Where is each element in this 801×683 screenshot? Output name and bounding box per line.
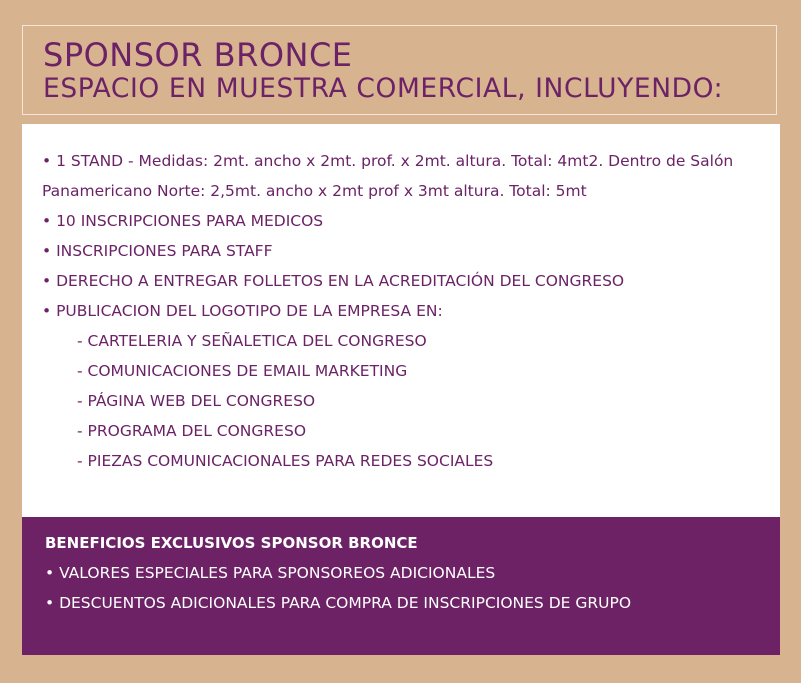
benefits-heading: BENEFICIOS EXCLUSIVOS SPONSOR BRONCE — [45, 534, 418, 552]
page-subtitle: ESPACIO EN MUESTRA COMERCIAL, INCLUYENDO: — [43, 73, 724, 104]
benefit-item: • DESCUENTOS ADICIONALES PARA COMPRA DE INSCRIPCIONES DE GRUPO — [45, 594, 632, 612]
benefits-panel — [22, 517, 780, 655]
inclusions-panel — [22, 124, 780, 517]
sub-list-item: - COMUNICACIONES DE EMAIL MARKETING — [77, 362, 408, 380]
sub-list-item: - PIEZAS COMUNICACIONALES PARA REDES SOCIALES — [77, 452, 494, 470]
title-box — [22, 25, 777, 115]
list-item: • 10 INSCRIPCIONES PARA MEDICOS — [42, 212, 324, 230]
list-item: • 1 STAND - Medidas: 2mt. ancho x 2mt. prof. x 2mt. altura. Total: 4mt2. Dentro de Salón — [42, 152, 734, 170]
list-item: Panamericano Norte: 2,5mt. ancho x 2mt prof x 3mt altura. Total: 5mt — [42, 182, 587, 200]
list-item: • PUBLICACION DEL LOGOTIPO DE LA EMPRESA EN: — [42, 302, 443, 320]
sub-list-item: - PÁGINA WEB DEL CONGRESO — [77, 392, 316, 410]
list-item: • DERECHO A ENTREGAR FOLLETOS EN LA ACREDITACIÓN DEL CONGRESO — [42, 272, 625, 290]
list-item: • INSCRIPCIONES PARA STAFF — [42, 242, 273, 260]
benefit-item: • VALORES ESPECIALES PARA SPONSOREOS ADICIONALES — [45, 564, 496, 582]
sub-list-item: - CARTELERIA Y SEÑALETICA DEL CONGRESO — [77, 332, 427, 350]
sub-list-item: - PROGRAMA DEL CONGRESO — [77, 422, 307, 440]
page-title: SPONSOR BRONCE — [43, 36, 353, 74]
